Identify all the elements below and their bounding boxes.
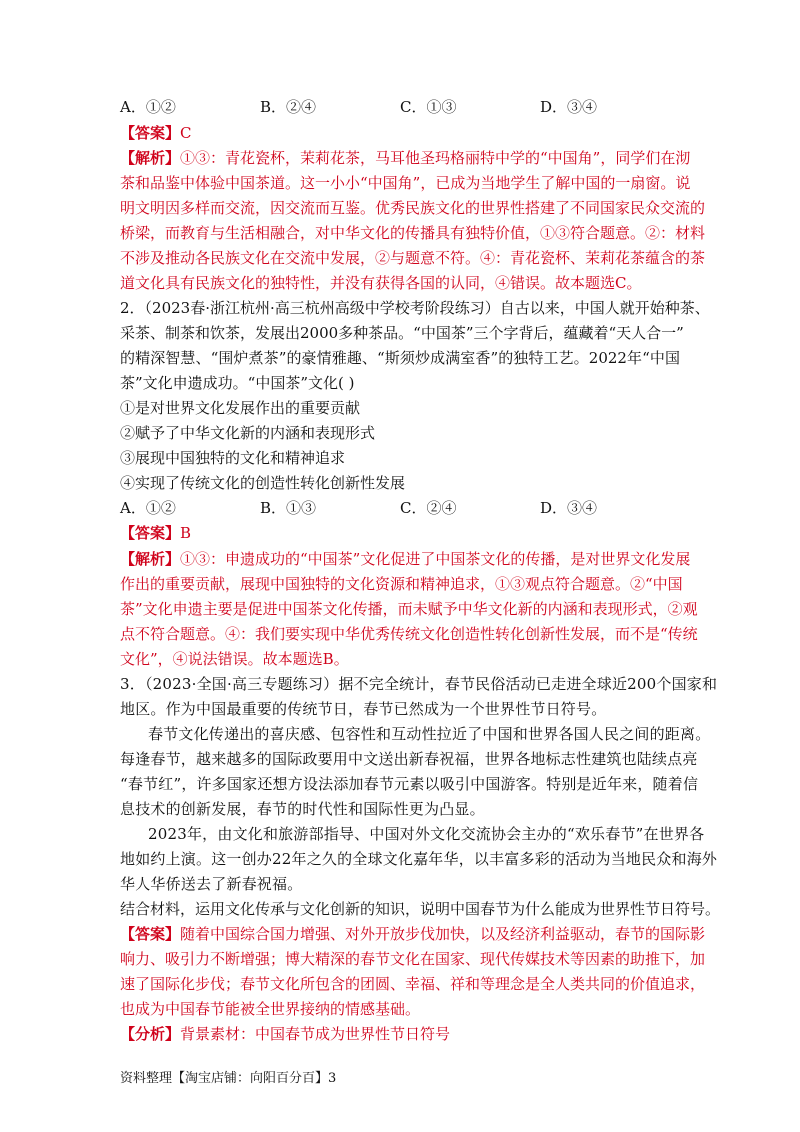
q1-option-d: D．③④ xyxy=(540,98,598,116)
q2-item: ②赋予了中华文化新的内涵和表现形式 xyxy=(120,424,376,442)
q2-option-c: C．②④ xyxy=(400,499,457,517)
q2-stem-line: 2．（2023春·浙江杭州·高三杭州高级中学校考阶段练习）自古以来，中国人就开始种茶、 xyxy=(120,299,710,317)
q3-stem-line: 地区。作为中国最重要的传统节日，春节已然成为一个世界性节日符号。 xyxy=(120,700,607,718)
q3-question: 结合材料，运用文化传承与文化创新的知识，说明中国春节为什么能成为世界性节日符号。 xyxy=(120,900,721,918)
footer-source: 资料整理【淘宝店铺：向阳百分百】 xyxy=(120,1071,329,1086)
q2-item: ①是对世界文化发展作出的重要贡献 xyxy=(120,399,361,417)
q1-analysis-line: 明文明因多样而交流，因交流而互鉴。优秀民族文化的世界性搭建了不同国家民众交流的 xyxy=(120,199,706,217)
q3-answer-line: 速了国际化步伐；春节文化所包含的团圆、幸福、祥和等理念是全人类共同的价值追求， xyxy=(120,975,706,993)
q3-analysis-tag: 【分析】 xyxy=(120,1025,181,1043)
q1-analysis-line: 茶和品鉴中体验中国茶道。这一小小“中国角”，已成为当地学生了解中国的一扇窗。说 xyxy=(120,174,691,192)
q2-answer-value: B xyxy=(180,524,192,542)
q1-options xyxy=(120,96,720,118)
page-number: 3 xyxy=(328,1071,337,1086)
q3-material-line: “春节红”，许多国家还想方设法添加春节元素以吸引中国游客。特别是近年来，随着信 xyxy=(120,775,699,793)
q1-analysis-line: 桥梁，而教育与生活相融合，对中华文化的传播具有独特价值，①③符合题意。②：材料 xyxy=(120,224,706,242)
q2-analysis-tag: 【解析】 xyxy=(120,550,181,568)
q2-stem-line: 的精深智慧、“围炉煮茶”的豪情雅趣、“斯须炒成满室香”的独特工艺。2022年“中国 xyxy=(120,349,680,367)
q3-material-line: 春节文化传递出的喜庆感、包容性和互动性拉近了中国和世界各国人民之间的距离。 xyxy=(148,725,711,743)
q3-material-line: 每逢春节，越来越多的国际政要用中文送出新春祝福，世界各地标志性建筑也陆续点亮 xyxy=(120,750,698,768)
q3-material-line: 地如约上演。这一创办22年之久的全球文化嘉年华，以丰富多彩的活动为当地民众和海外 xyxy=(120,850,718,868)
q1-answer-tag: 【答案】 xyxy=(120,124,181,142)
q3-answer-line: 【答案】随着中国综合国力增强、对外开放步伐加快，以及经济利益驱动，春节的国际影 xyxy=(120,925,706,943)
q2-stem-line: 采茶、制茶和饮茶，发展出2000多种茶品。“中国茶”三个字背后，蕴藏着“天人合一” xyxy=(120,324,684,342)
q3-material-line: 2023年，由文化和旅游部指导、中国对外文化交流协会主办的“欢乐春节”在世界各 xyxy=(148,825,705,843)
q2-analysis-line: 文化”，④说法错误。故本题选B。 xyxy=(120,650,349,668)
q3-material-line: 息技术的创新发展，春节的时代性和国际性更为凸显。 xyxy=(120,800,485,818)
q2-stem-line: 茶”文化申遗成功。“中国茶”文化( ) xyxy=(120,374,355,392)
q1-analysis-line: 【解析】①③：青花瓷杯，茉莉花茶，马耳他圣玛格丽特中学的“中国角”，同学们在沏 xyxy=(120,149,691,167)
q1-answer-value: C xyxy=(180,124,192,142)
q1-option-b: B．②④ xyxy=(260,98,317,116)
q1-analysis-line: 道文化具有民族文化的独特性，并没有获得各国的认同，④错误。故本题选C。 xyxy=(120,274,642,292)
q3-analysis xyxy=(120,1023,450,1045)
q2-answer-tag: 【答案】 xyxy=(120,524,181,542)
q3-stem-line: 3．（2023·全国·高三专题练习）据不完全统计，春节民俗活动已走进全球近200个国家和 xyxy=(120,675,718,693)
q1-analysis-line: 不涉及推动各民族文化在交流中发展，②与题意不符。④：青花瓷杯、茉莉花茶蕴含的茶 xyxy=(120,249,706,267)
q2-analysis-line: 【解析】①③：申遗成功的“中国茶”文化促进了中国茶文化的传播，是对世界文化发展 xyxy=(120,550,691,568)
q1-option-a: A．①② xyxy=(120,98,176,116)
q2-option-a: A．①② xyxy=(120,499,176,517)
q3-answer-line: 响力、吸引力不断增强；博大精深的春节文化在国家、现代传媒技术等因素的助推下，加 xyxy=(120,950,706,968)
q2-option-b: B．①③ xyxy=(260,499,317,517)
q3-answer-tag: 【答案】 xyxy=(120,925,181,943)
q2-analysis-line: 作出的重要贡献，展现中国独特的文化资源和精神追求，①③观点符合题意。②“中国 xyxy=(120,575,683,593)
q2-analysis-line: 茶”文化申遗主要是促进中国茶文化传播，而未赋予中华文化新的内涵和表现形式，②观 xyxy=(120,600,698,618)
q2-item: ④实现了传统文化的创造性转化创新性发展 xyxy=(120,474,406,492)
q2-option-d: D．③④ xyxy=(540,499,598,517)
q1-analysis-tag: 【解析】 xyxy=(120,149,181,167)
q2-answer xyxy=(120,522,191,544)
q3-material-line: 华人华侨送去了新春祝福。 xyxy=(120,875,303,893)
q2-item: ③展现中国独特的文化和精神追求 xyxy=(120,449,346,467)
q3-analysis-text: 背景素材：中国春节成为世界性节日符号 xyxy=(180,1025,451,1043)
page-footer xyxy=(120,1070,336,1088)
q3-answer-line: 也成为中国春节能被全世界接纳的情感基础。 xyxy=(120,1000,421,1018)
q2-options xyxy=(120,497,720,519)
q2-analysis-line: 点不符合题意。④：我们要实现中华优秀传统文化创造性转化创新性发展，而不是“传统 xyxy=(120,625,698,643)
q1-option-c: C．①③ xyxy=(400,98,457,116)
q1-answer xyxy=(120,122,192,144)
